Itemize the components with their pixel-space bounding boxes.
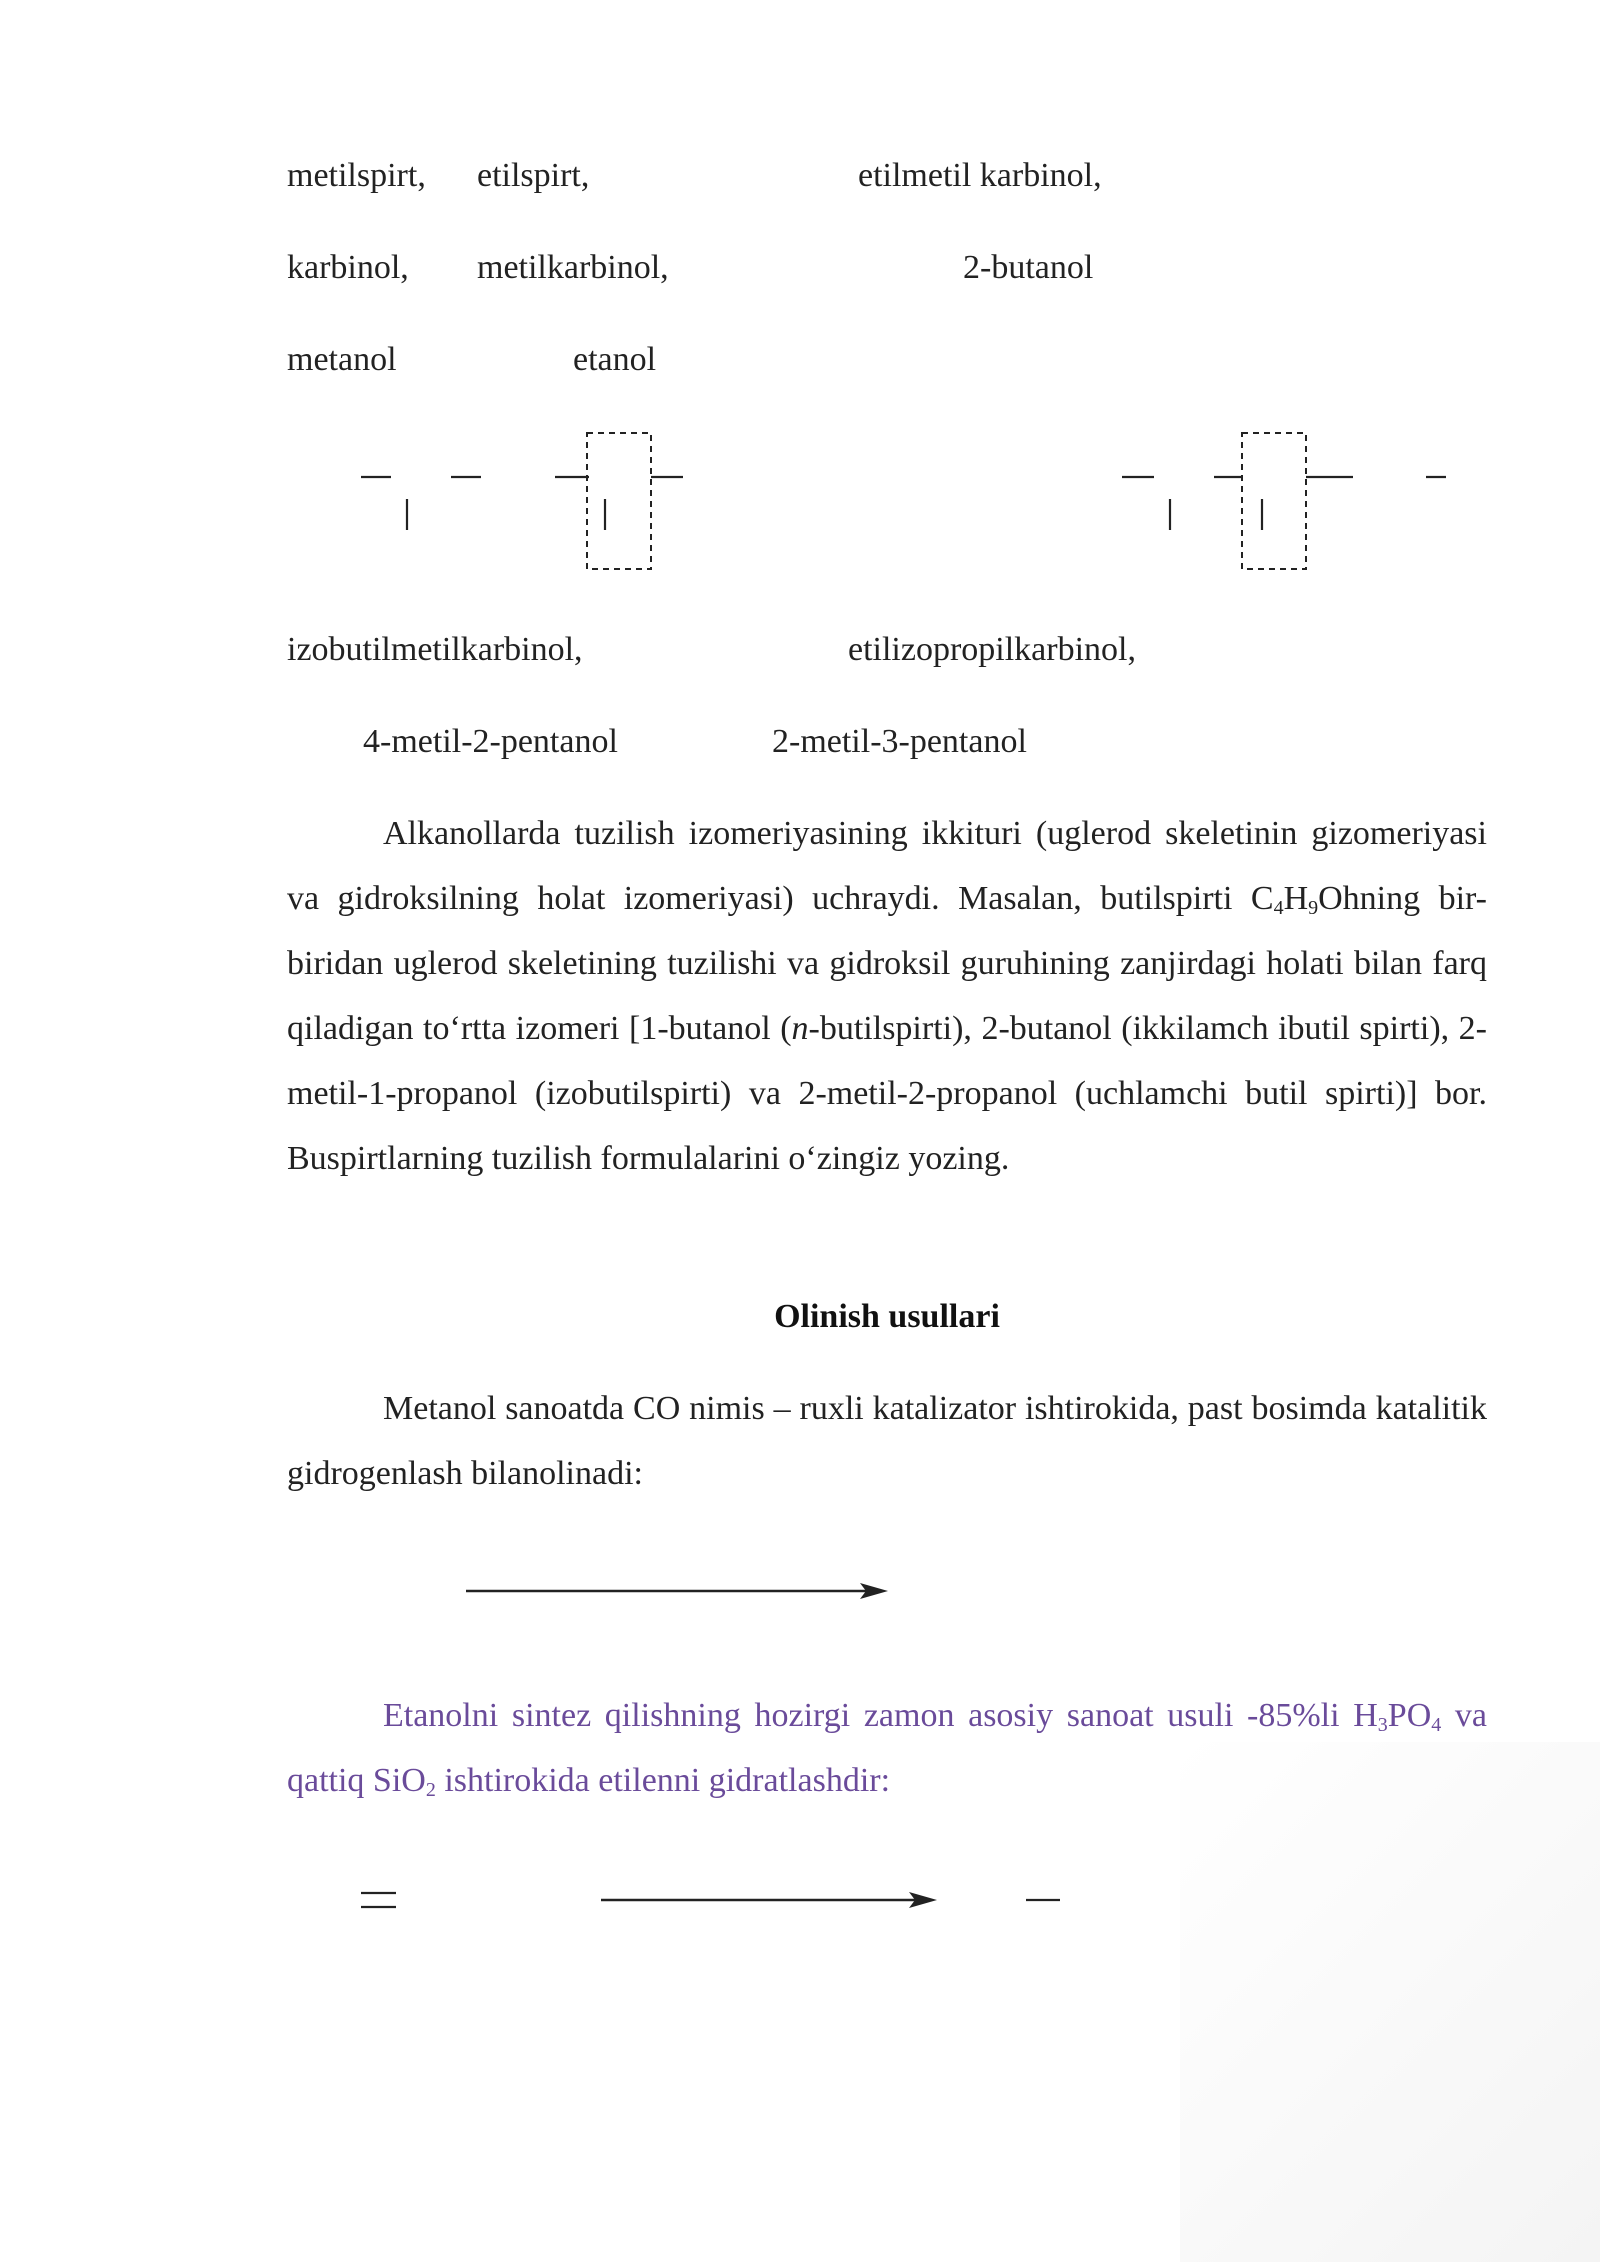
- paragraph-metanol-text: Metanol sanoatda CO nimis – ruxli katalizator ishtirokida, past bosimda katalitik gidrogenlash bilanolinadi:: [287, 1390, 1487, 1492]
- paragraph-metanol: [287, 1376, 1487, 1506]
- name-2-butanol: 2-butanol: [963, 249, 1094, 286]
- left-dashed-box: [587, 433, 651, 569]
- name-metilkarbinol: metilkarbinol,: [477, 249, 669, 286]
- right-structure-bonds: [1122, 477, 1446, 530]
- name-izobutilmetilkarbinol: izobutilmetilkarbinol,: [287, 631, 583, 668]
- name-karbinol: karbinol,: [287, 249, 409, 286]
- right-dashed-box: [1242, 433, 1306, 569]
- name-etanol: etanol: [573, 341, 657, 378]
- name-2-metil-3-pentanol: 2-metil-3-pentanol: [772, 723, 1027, 760]
- name-metilspirt: metilspirt,: [287, 157, 426, 194]
- paragraph-isomerism-text: Alkanollarda tuzilish izomeriyasining ikkituri (uglerod skeletinin gizomeriyasi va gidroksilning holat izomeriyasi) uchraydi. Masalan, butilspirti $C_4H_9Ohning$ bir-biridan uglerod skeletining tuzilishi va gidroksil guruhining zanjirdagi holati bilan farq qiladigan to‘rtta izomeri [1-butanol (n-butilspirti), 2-butanol (ikkilamch ibutil spirti), 2-metil-1-propanol (izobutilspirti) va 2-metil-2-propanol (uchlamchi butil spirti)] bor. Buspirtlarning tuzilish formulalarini o‘zingiz yozing.: [287, 815, 1487, 1177]
- paragraph-etanol-text: Etanolni sintez qilishning hozirgi zamon asosiy sanoat usuli -85%li $H_3PO_4$ va qattiq SiO$_2$ ishtirokida etilenni gidratlashdir:: [287, 1697, 1487, 1801]
- name-4-metil-2-pentanol: 4-metil-2-pentanol: [363, 723, 618, 760]
- name-etilmetil-karbinol: etilmetil karbinol,: [858, 157, 1102, 194]
- left-structure-bonds: [361, 477, 683, 530]
- name-metanol: metanol: [287, 341, 397, 378]
- name-etilizopropilkarbinol: etilizopropilkarbinol,: [848, 631, 1136, 668]
- page-shadow: [1180, 1742, 1600, 2262]
- name-etilspirt: etilspirt,: [477, 157, 590, 194]
- reaction-arrow-etanol: [601, 1892, 937, 1908]
- paragraph-isomerism: [287, 801, 1487, 1191]
- reaction-arrow-metanol: [466, 1583, 888, 1599]
- ethylene-double-bond: [361, 1893, 396, 1907]
- section-heading: Olinish usullari: [774, 1298, 1000, 1335]
